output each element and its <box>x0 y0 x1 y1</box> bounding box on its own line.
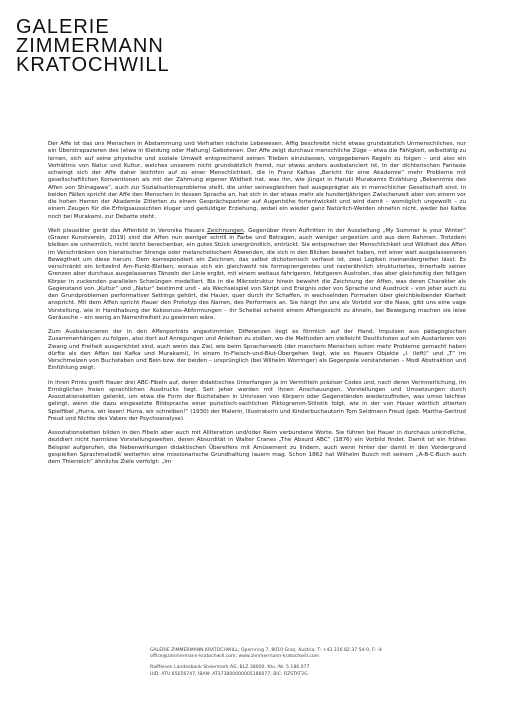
gallery-logo <box>16 18 170 75</box>
paragraph-2-start: Weit plausibler gerät das Affenbild in Veronika Hauers <box>48 227 208 234</box>
paragraph-5: Assoziationsketten bilden in den Fibeln aber auch mit Alliteration und/oder Reim verbundene Worte. Sie führen bei Hauer in durchaus unkindliche, dezidiert nicht harmlose Vorstellungswelten, deren Absurdität in Walter Cranes „The Absurd ABC“ (1876) ein Vorbild findet. Damit ist ein frühes Beispiel aufgerufen, die Nebenwirkungen didaktischen Übereifers mit Amüsement zu lindern, auch wenn hinter der damit in den Vordergrund gespielten Sprachmelodik weiterhin eine missionarische Grundhaltung lauern mag. Schon 1862 hat Wilhelm Busch mit seinem „A-B-C-Buch auch dem Thierreich“ ähnliche Ziele verfolgt: „Im <box>48 430 466 465</box>
zeichnungen-link[interactable]: Zeichnungen <box>207 227 244 234</box>
paragraph-4: In ihren Prints greift Hauer drei ABC-Fibeln auf, deren didaktisches Unterfangen ja im Vermitteln präziser Codes und, nach deren Verinnerlichung, im Ermöglichen freien sprachlichen Ausdrucks liegt. Seit jeher werden mit ihnen Anschauungen, Vorstellungen und Umsetzungen durch Assoziationsketten gelenkt, um etwa die Form der Buchstaben in Umrissen von Körpern oder Gegenständen wiederzufinden, was umso leichter gelingt, wenn die dazu eingesetzte Bildsprache einer puristisch-sachlichen Piktogramm-Stilistik folgt, wie in der von Hauer wörtlich zitierten Spielfibel „Hurra, wir lesen! Hurra, wir schreiben!“ (1930) der Malerin, Illustratorin und Kinderbuchautorin Tom Seidmann Freud (geb. Martha-Gertrud Freud und Nichte des Vaters der Psychoanalyse). <box>48 379 466 422</box>
article-body <box>48 141 466 466</box>
logo-line-1: GALERIE <box>16 16 110 38</box>
paragraph-2 <box>48 228 466 322</box>
footer-bank: Raiffeisen Landesbank Steiermark AG, BLZ 38000, Ktu.-Nr. 5.186.077 <box>150 665 310 671</box>
footer <box>150 648 450 678</box>
paragraph-2-rest: . Gegenüber ihren Auftritten in der Ausstellung „My Summer is your Winter“ (Grazer Kunstverein, 2019) sind die Affen nun weniger schrill in Farbe und Betragen, auch weniger ungestüm und aus dem Rahmen. Trotzdem bleiben sie unheimlich, nicht leicht berechenbar, ein gutes Stück unergründlich, entrückt. Sie entsprechen der Menschlichkeit und Wildheit des Affen im Verschränken von hieratischer Strenge oder melancholischem Abwenden, die sich in den Blicken bewahrt haben, mit einer weit ausgelasseneren Bewegtheit um diese herum. Dem korrespondiert ein Zeichnen, das selbst dichotomisch verfasst ist, zwei Logiken ineinandergreifen lässt. Es verschränkt ein kritzelnd Am-Punkt-Bleiben, woraus sich ein gleichwohl nie formsprengendes und rasterähnlich strukturiertes, innerhalb seiner Grenzen aber durchaus ausgelassenes Tänzeln der Linie ergibt, mit einem weitaus fahrigeren, fetzigeren Ausholen, das aber gleichzeitig den felligen Körper in zuckenden parallelen Schwüngen modelliert. Bis in die Mikrostruktur hinein bewahrt die Zeichnung der Affen, was deren Charakter als Gegenstand von „Kultur“ und „Natur“ bestimmt und – als Wechselspiel von Skript und Ereignis oder von Sprache und Ausdruck – von jeher auch zu den Grundproblemen performativer Settings gehört, die Hauer, quer durch ihr Schaffen, in wechselnden Formaten über gleichbleibender Klarheit anspricht. Mit dem Affen spricht Hauer den Prototyp des Narren, des Performers an. Sie hängt ihn uns als Vorbild vor die Nase, gibt uns eine vage Vorstellung, wie in Handhabung der Kokosnuss-Abformungen – ihr Scheitel scheint einem Affengesicht zu ähneln, bei Bewegung machen sie leise Geräusche – ein wenig an Narrenfreiheit zu gewinnen wäre. <box>48 227 467 321</box>
paragraph-3: Zum Ausbalancieren der in den Affenporträts angestimmten Differenzen liegt es förmlich auf der Hand, Impulsen aus pädagogischen Zusammenhängen zu folgen, also dort auf Anregungen und Anleihen zu stoßen, wo die Methoden am vielleicht Deutlichsten auf ein Austarieren von Zwang und Freiheit ausgerichtet sind, auch wenn das Ziel, wie beim Spracherwerb (der manchem Menschen schon mehr Probleme gemacht haben dürfte als den Affen bei Kafka und Murakami), in einem In-Fleisch-und-Blut-Übergehen liegt, wie es Hauers Objekte „I. (left)“ und „T“ im Verschmelzen von Buchstaben und Bein bzw. der beiden – ursprünglich (bei Wilhelm Worringer) als Gegenpole verstandenen – Modi Abstraktion und Einfühlung zeigt. <box>48 329 466 372</box>
logo-line-3: KRATOCHWILL <box>16 54 170 76</box>
paragraph-1: Der Affe ist das uns Menschen in Abstammung und Verhalten nächste Lebewesen. Affig beschreibt nicht etwas grundsätzlich Unmenschliches, nur ein Überstrapazieren des (etwa in Kleidung oder Haltung) Gebotenen. Der Affe zeigt durchaus menschliche Züge – etwa die Fähigkeit, selbsttätig zu lernen, sich auf seine physische und soziale Umwelt entsprechend seinen Trieben einzulassen, vorgegebenen Regeln zu folgen – und also ein Verhältnis von Natur und Kultur, welches unserem nicht grundsätzlich fremd, nur etwas anders ausbalanciert ist. In der dichterischen Fantasie schwingt sich der Affe daher leichthin auf zu einer Menschlichkeit, die in Franz Kafkas „Bericht für eine Akademie“ mehr Probleme mit gesellschaftlichen Konventionen als mit der Zähmung eigener Wildheit hat, was ihn, wie jüngst in Haruki Murakamis Erzählung „Bekenntnis des Affen von Shinagawa“, auch zur Sozialisationsprobleme stellt, die unter seinesgleichen fast ausgeprägter als in menschlicher Gesellschaft sind. In beiden Fällen spricht der Affe den Menschen in dessen Sprache an, hat sich in der etwas mehr als hundertjährigen Zwischenzeit aber von einem vor die hohen Herren der Akademie Zitierten zu einem Gesprächspartner auf Augenhöhe fortentwickelt und wird damit – womöglich ungewollt – zu einem Zeugen für die Erfolgsaussichten kluger und geduldiger Erziehung, wobei ein wieder ganz Natürlich-Werden ohnehin nicht, weder bei Kafka noch bei Murakami, zur Debatte steht. <box>48 141 466 220</box>
logo-line-2: ZIMMERMANN <box>16 35 164 57</box>
footer-address: GALERIE ZIMMERMANN KRATOCHWILL; Opernring 7, 8010 Graz, Austria; T: +43 316 82 37 54-0, F: -4 <box>150 648 382 653</box>
footer-contact: office@zimmermann-kratochwill.com; www.zimmermann-kratochwill.com <box>150 654 320 660</box>
footer-tax: UID: ATU 65656747, IBAN: AT373800000005186077, BIC: RZSTAT2G <box>150 671 308 677</box>
